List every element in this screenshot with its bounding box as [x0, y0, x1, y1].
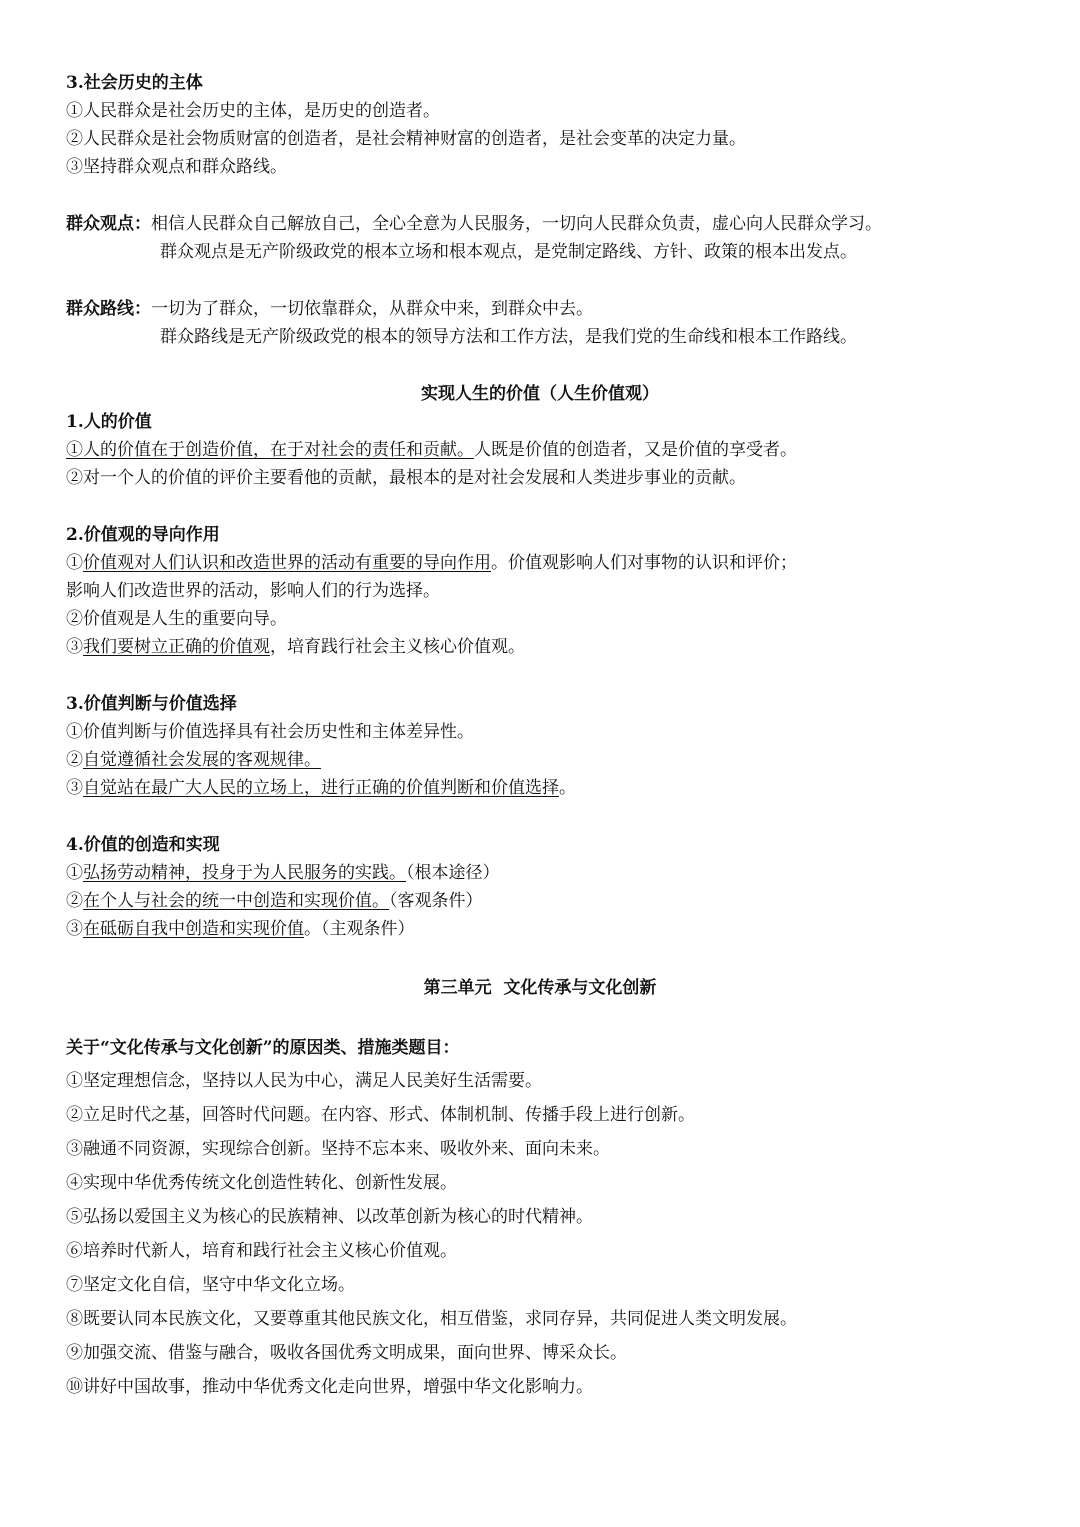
list-item: ⑧既要认同本民族文化，又要尊重其他民族文化，相互借鉴，求同存异，共同促进人类文明发展。 — [66, 1309, 797, 1329]
list-item — [66, 917, 415, 941]
question-heading: 关于“文化传承与文化创新”的原因类、措施类题目： — [66, 1038, 460, 1058]
mass-line-line — [66, 297, 593, 321]
item-number: ② — [66, 750, 83, 770]
list-item: ⑩讲好中国故事，推动中华优秀文化走向世界，增强中华文化影响力。 — [66, 1377, 593, 1397]
underlined-text: 在个人与社会的统一中创造和实现价值。 — [83, 891, 389, 911]
mass-line-term: 群众路线： — [66, 299, 151, 319]
mass-line-text: 一切为了群众，一切依靠群众，从群众中来，到群众中去。 — [151, 299, 593, 319]
list-item: ①人民群众是社会历史的主体，是历史的创造者。 — [66, 101, 440, 121]
list-item: ⑥培养时代新人，培育和践行社会主义核心价值观。 — [66, 1241, 457, 1261]
plain-text: 。价值观影响人们对事物的认识和评价； — [491, 553, 797, 573]
item-number: ② — [66, 891, 83, 911]
list-item: ①价值判断与价值选择具有社会历史性和主体差异性。 — [66, 722, 474, 742]
item-number: ③ — [66, 637, 83, 657]
list-item — [66, 635, 525, 659]
plain-text: （客观条件） — [389, 891, 483, 911]
underlined-text: 自觉遵循社会发展的客观规律。 — [83, 750, 321, 770]
underlined-text: 弘扬劳动精神，投身于为人民服务的实践。 — [83, 863, 406, 883]
list-item: ②对一个人的价值的评价主要看他的贡献，最根本的是对社会发展和人类进步事业的贡献。 — [66, 468, 746, 488]
subsection-heading: 2.价值观的导向作用 — [66, 525, 220, 545]
underlined-text: 我们要树立正确的价值观 — [83, 637, 270, 657]
plain-text: （根本途径） — [406, 863, 500, 883]
plain-text: ，培育践行社会主义核心价值观。 — [270, 637, 525, 657]
mass-view-term: 群众观点： — [66, 214, 151, 234]
list-item-continuation: 影响人们改造世界的活动，影响人们的行为选择。 — [66, 581, 440, 601]
mass-view-text: 相信人民群众自己解放自己，全心全意为人民服务，一切向人民群众负责，虚心向人民群众学习。 — [151, 214, 882, 234]
unit-title: 第三单元 文化传承与文化创新 — [423, 978, 657, 998]
list-item — [66, 861, 500, 885]
list-item: ⑦坚定文化自信，坚守中华文化立场。 — [66, 1275, 355, 1295]
list-item — [66, 889, 483, 913]
plain-text: 。（主观条件） — [304, 919, 415, 939]
item-number: ③ — [66, 778, 83, 798]
list-item: ②价值观是人生的重要向导。 — [66, 609, 287, 629]
list-item: ⑤弘扬以爱国主义为核心的民族精神、以改革创新为核心的时代精神。 — [66, 1207, 593, 1227]
list-item: ③坚持群众观点和群众路线。 — [66, 157, 287, 177]
plain-text: 。 — [559, 778, 576, 798]
list-item — [66, 776, 576, 800]
list-item: ②立足时代之基，回答时代问题。在内容、形式、体制机制、传播手段上进行创新。 — [66, 1105, 695, 1125]
list-item — [66, 551, 797, 575]
section-heading-history-subject: 3.社会历史的主体 — [66, 73, 203, 93]
list-item — [66, 438, 797, 462]
item-number: ① — [66, 553, 83, 573]
underlined-text: 价值观对人们认识和改造世界的活动有重要的导向作用 — [83, 553, 491, 573]
mass-line-text: 群众路线是无产阶级政党的根本的领导方法和工作方法，是我们党的生命线和根本工作路线。 — [160, 327, 857, 347]
mass-view-line — [66, 212, 882, 236]
list-item — [66, 748, 321, 772]
section-title-life-value: 实现人生的价值（人生价值观） — [421, 384, 659, 404]
list-item: ⑨加强交流、借鉴与融合，吸收各国优秀文明成果，面向世界、博采众长。 — [66, 1343, 627, 1363]
underlined-text: 自觉站在最广大人民的立场上，进行正确的价值判断和价值选择 — [83, 778, 559, 798]
underlined-text: 在砥砺自我中创造和实现价值 — [83, 919, 304, 939]
item-number: ① — [66, 863, 83, 883]
subsection-heading: 1.人的价值 — [66, 412, 152, 432]
list-item: ③融通不同资源，实现综合创新。坚持不忘本来、吸收外来、面向未来。 — [66, 1139, 610, 1159]
list-item: ②人民群众是社会物质财富的创造者，是社会精神财富的创造者，是社会变革的决定力量。 — [66, 129, 746, 149]
subsection-heading: 4.价值的创造和实现 — [66, 835, 220, 855]
subsection-heading: 3.价值判断与价值选择 — [66, 694, 237, 714]
plain-text: 人既是价值的创造者，又是价值的享受者。 — [474, 440, 797, 460]
list-item: ④实现中华优秀传统文化创造性转化、创新性发展。 — [66, 1173, 457, 1193]
mass-view-text: 群众观点是无产阶级政党的根本立场和根本观点，是党制定路线、方针、政策的根本出发点。 — [160, 242, 857, 262]
item-number: ③ — [66, 919, 83, 939]
list-item: ①坚定理想信念，坚持以人民为中心，满足人民美好生活需要。 — [66, 1071, 542, 1091]
underlined-text: ①人的价值在于创造价值，在于对社会的责任和贡献。 — [66, 440, 474, 460]
